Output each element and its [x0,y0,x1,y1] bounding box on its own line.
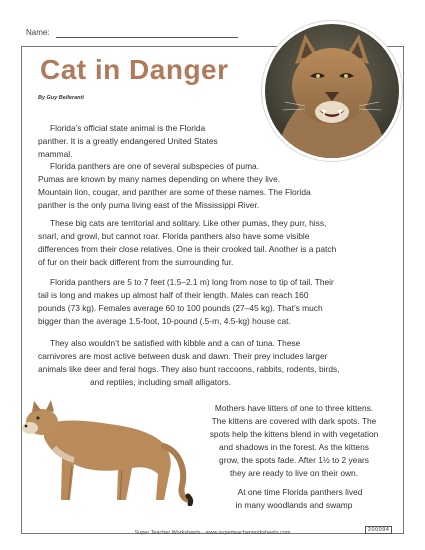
panther-body-photo [14,388,194,506]
article-byline: By Guy Belleranti [38,95,84,101]
paragraph-3: These big cats are territorial and solitary. Like other pumas, they purr, hiss, snarl, and growl, but cannot roar. Florida panthers also have some visible differences from their close relatives. One is their crooked tail. Another is a patch of fur on their back different from the surrounding fur. [38,218,337,267]
panther-head-illustration [265,24,399,158]
paragraph-7: At one time Florida panthers lived in many woodlands and swamp [235,487,363,510]
standing-panther-illustration [14,388,194,506]
worksheet-code: 200094 [365,526,392,534]
article-title: Cat in Danger [40,54,229,85]
paragraph-6: Mothers have litters of one to three kittens. The kittens are covered with dark spots. The spots help the kittens blend in with vegetation and shadows in the forest. As the kittens grow, the spots fade. After 1½ to 2 years they are ready to live on their own. [209,403,379,478]
paragraph-5: They also wouldn’t be satisfied with kibble and a can of tuna. These carnivores are most active between dusk and dawn. Their prey includes larger animals like deer and feral hogs. They also hunt raccoons, rabbits, rodents, birds, and reptiles, including small alligators. [38,338,340,387]
footer-credit: Super Teacher Worksheets - www.superteacherworksheets.com [134,530,291,536]
name-blank-line[interactable] [56,37,238,38]
paragraph-2: Florida panthers are one of several subspecies of puma. Pumas are known by many names depending on where they live. Mountain lion, cougar, and panther are some of these names. The Florida panther is the only puma living east of the Mississippi River. [38,161,311,210]
panther-head-photo [261,20,403,162]
paragraph-4: Florida panthers are 5 to 7 feet (1.5–2.1 m) long from nose to tip of tail. Their tail is long and makes up almost half of their length. Males can reach 160 pounds (73 kg). Females average 60 to 100 pounds (27–45 kg). That’s much bigger than the average 1.5-foot, 10-pound (.5-m, 4.5-kg) house cat. [38,277,334,326]
name-label: Name: [26,28,50,37]
paragraph-1: Florida’s official state animal is the Florida panther. It is a greatly endangered United States mammal. [38,123,218,159]
